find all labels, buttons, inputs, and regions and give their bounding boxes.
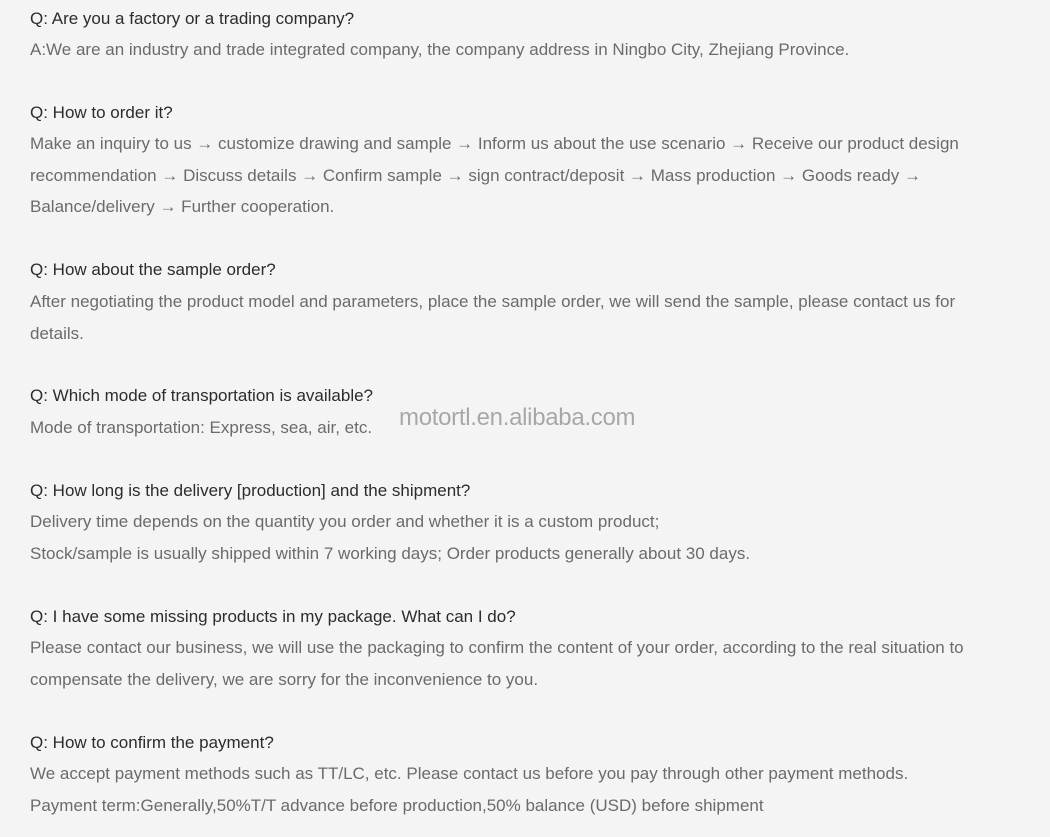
faq-answer-line: compensate the delivery, we are sorry for the inconvenience to you. [30, 669, 539, 689]
faq-question: Q: How to order it? [30, 103, 173, 122]
faq-answer [30, 632, 1030, 695]
faq-question: Q: How to confirm the payment? [30, 733, 274, 752]
faq-answer-line: Delivery time depends on the quantity you order and whether it is a custom product; [30, 512, 660, 531]
faq-answer-line: Stock/sample is usually shipped within 7 working days; Order products generally about 30 days. [30, 543, 751, 563]
faq-answer-line: Please contact our business, we will use the packaging to confirm the content of your order, according to the real situation to [30, 638, 964, 657]
faq-answer-line: We accept payment methods such as TT/LC, etc. Please contact us before you pay through other payment methods. [30, 764, 909, 783]
faq-answer [30, 286, 1030, 349]
faq-question: Q: Which mode of transportation is available? [30, 386, 374, 405]
faq-question: Q: I have some missing products in my package. What can I do? [30, 607, 516, 626]
faq-question: Q: How about the sample order? [30, 260, 276, 279]
watermark: motortl.en.alibaba.com [399, 404, 636, 431]
faq-answer-line: Balance/delivery → Further cooperation. [30, 197, 335, 216]
faq-answer-line: Mode of transportation: Express, sea, air, etc. [30, 418, 373, 437]
faq-answer [30, 758, 1030, 821]
faq-question: Q: Are you a factory or a trading company? [30, 9, 355, 28]
faq-answer-line: A:We are an industry and trade integrated company, the company address in Ningbo City, Zhejiang Province. [30, 40, 850, 59]
faq-answer-line: details. [30, 323, 84, 343]
faq-answer-line: recommendation → Discuss details → Confirm sample → sign contract/deposit → Mass production → Goods ready → [30, 165, 921, 185]
faq-answer-line: After negotiating the product model and parameters, place the sample order, we will send the sample, please contact us for [30, 292, 956, 311]
faq-answer [30, 506, 1030, 569]
faq-answer-line: Payment term:Generally,50%T/T advance before production,50% balance (USD) before shipment [30, 795, 764, 815]
faq-question: Q: How long is the delivery [production] and the shipment? [30, 481, 471, 500]
faq-answer-line: Make an inquiry to us → customize drawing and sample → Inform us about the use scenario → Receive our product design [30, 134, 959, 153]
faq-answer [30, 34, 1030, 66]
faq-answer [30, 128, 1030, 223]
